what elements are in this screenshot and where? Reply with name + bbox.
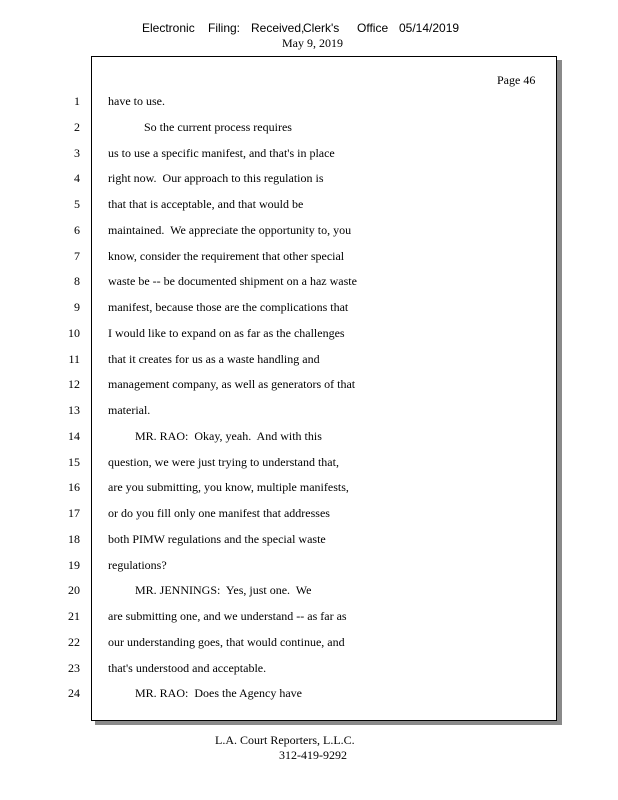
transcript-line: material.	[108, 403, 151, 417]
line-number: 6	[74, 223, 80, 237]
footer-company: L.A. Court Reporters, L.L.C.	[215, 733, 355, 747]
filing-stamp-date: 05/14/2019	[399, 21, 460, 35]
line-number: 22	[68, 635, 80, 649]
filing-stamp-electronic: Electronic	[142, 21, 195, 35]
line-number: 16	[68, 480, 80, 494]
line-number: 8	[74, 274, 80, 288]
line-number: 20	[68, 583, 80, 597]
line-number: 15	[68, 455, 80, 469]
line-number: 13	[68, 403, 80, 417]
transcript-line: know, consider the requirement that other special	[108, 249, 345, 263]
transcript-line: waste be -- be documented shipment on a haz waste	[108, 274, 357, 288]
line-number: 10	[68, 326, 80, 340]
page-number: Page 46	[497, 73, 536, 87]
line-number: 5	[74, 197, 80, 211]
line-number: 24	[68, 686, 80, 700]
hearing-date: May 9, 2019	[282, 36, 343, 50]
transcript-line: are submitting one, and we understand -- as far as	[108, 609, 347, 623]
line-number: 2	[74, 120, 80, 134]
transcript-line: both PIMW regulations and the special waste	[108, 532, 326, 546]
transcript-line: MR. RAO: Okay, yeah. And with this	[108, 429, 322, 443]
transcript-line: are you submitting, you know, multiple manifests,	[108, 480, 349, 494]
line-number: 18	[68, 532, 80, 546]
line-number: 11	[68, 352, 80, 366]
line-number: 23	[68, 661, 80, 675]
line-number: 14	[68, 429, 80, 443]
transcript-line: that's understood and acceptable.	[108, 661, 267, 675]
transcript-line: MR. JENNINGS: Yes, just one. We	[108, 583, 312, 597]
line-number: 3	[74, 146, 80, 160]
transcript-line: question, we were just trying to understand that,	[108, 455, 339, 469]
transcript-line: MR. RAO: Does the Agency have	[108, 686, 302, 700]
transcript-line: maintained. We appreciate the opportunity to, you	[108, 223, 352, 237]
filing-stamp-clerks: Clerk's	[303, 21, 340, 35]
line-number: 9	[74, 300, 80, 314]
transcript-line: that that is acceptable, and that would be	[108, 197, 304, 211]
line-number: 17	[68, 506, 80, 520]
transcript-line: right now. Our approach to this regulation is	[108, 171, 324, 185]
transcript-line: have to use.	[108, 94, 165, 108]
line-number: 12	[68, 377, 80, 391]
filing-stamp-office: Office	[357, 21, 389, 35]
transcript-line: I would like to expand on as far as the challenges	[108, 326, 345, 340]
filing-stamp-filing: Filing:	[208, 21, 241, 35]
line-number: 7	[74, 249, 80, 263]
transcript-line: regulations?	[108, 558, 167, 572]
line-number: 1	[74, 94, 80, 108]
line-number: 4	[74, 171, 80, 185]
filing-stamp-received: Received,	[251, 21, 305, 35]
transcript-line: So the current process requires	[108, 120, 292, 134]
transcript-line: our understanding goes, that would continue, and	[108, 635, 345, 649]
line-number: 19	[68, 558, 80, 572]
line-number: 21	[68, 609, 80, 623]
transcript-line: management company, as well as generators of that	[108, 377, 356, 391]
transcript-line: or do you fill only one manifest that addresses	[108, 506, 330, 520]
transcript-line: that it creates for us as a waste handling and	[108, 352, 320, 366]
footer-phone: 312-419-9292	[279, 748, 347, 762]
transcript-line: us to use a specific manifest, and that's in place	[108, 146, 335, 160]
transcript-line: manifest, because those are the complications that	[108, 300, 349, 314]
